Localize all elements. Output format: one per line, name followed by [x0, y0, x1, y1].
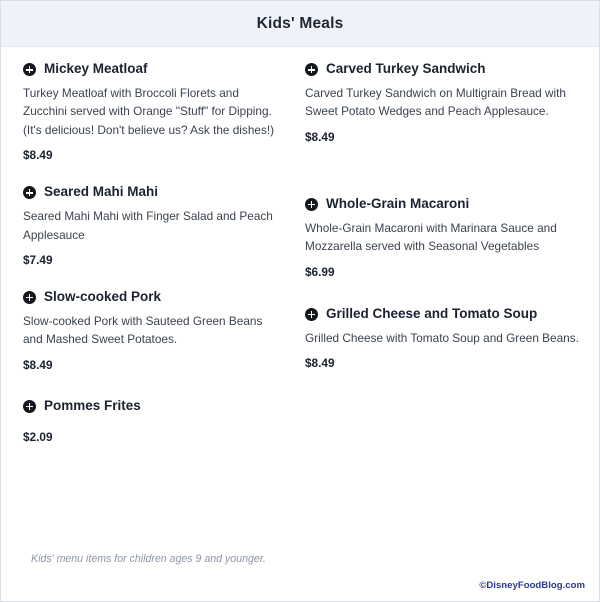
menu-item-header[interactable] [23, 289, 279, 305]
menu-item-description: Seared Mahi Mahi with Finger Salad and Peach Applesauce [23, 209, 273, 242]
menu-item-name: Whole-Grain Macaroni [326, 195, 470, 211]
menu-item-header[interactable] [305, 306, 579, 322]
menu-column-left [23, 61, 301, 466]
menu-item-price: $6.99 [305, 264, 335, 279]
plus-circle-icon[interactable] [23, 291, 36, 304]
menu-columns [1, 47, 599, 466]
menu-item-name: Pommes Frites [44, 397, 141, 413]
menu-item-price: $8.49 [23, 357, 53, 372]
plus-circle-icon[interactable] [305, 198, 318, 211]
menu-item-name: Seared Mahi Mahi [44, 184, 159, 200]
menu-footnote: Kids' menu items for children ages 9 and younger. [31, 553, 266, 565]
menu-item-header[interactable] [305, 196, 579, 212]
page-title: Kids' Meals [256, 14, 344, 32]
menu-item-name: Slow-cooked Pork [44, 288, 162, 304]
menu-item-name: Mickey Meatloaf [44, 61, 148, 76]
plus-circle-icon[interactable] [23, 400, 36, 413]
menu-item-header[interactable] [23, 61, 279, 77]
plus-circle-icon[interactable] [305, 63, 318, 76]
site-credit: ©DisneyFoodBlog.com [479, 580, 585, 591]
menu-item-name: Grilled Cheese and Tomato Soup [326, 305, 538, 321]
plus-circle-icon[interactable] [305, 308, 318, 321]
plus-circle-icon[interactable] [23, 63, 36, 76]
menu-item-price: $7.49 [23, 252, 53, 267]
menu-header [1, 1, 599, 47]
menu-item [23, 398, 279, 444]
menu-item [305, 196, 579, 279]
menu-item-header[interactable] [23, 184, 279, 200]
menu-item [305, 61, 579, 144]
menu-item-description: Whole-Grain Macaroni with Marinara Sauce and Mozzarella served with Seasonal Vegetables [305, 220, 557, 254]
menu-item [23, 61, 279, 162]
menu-item [23, 184, 279, 267]
menu-item-price: $8.49 [305, 355, 335, 370]
menu-item [23, 289, 279, 372]
menu-item-name: Carved Turkey Sandwich [326, 61, 486, 76]
menu-item-price: $8.49 [305, 129, 335, 144]
menu-item-description: Slow-cooked Pork with Sauteed Green Beans and Mashed Sweet Potatoes. [23, 313, 263, 347]
plus-circle-icon[interactable] [23, 186, 36, 199]
menu-item-description: Grilled Cheese with Tomato Soup and Green Beans. [305, 330, 579, 345]
menu-item-price: $2.09 [23, 429, 53, 444]
menu-item-description: Turkey Meatloaf with Broccoli Florets and Zucchini served with Orange "Stuff" for Dipping. (It's delicious! Don't believe us? Ask the dishes!) [23, 86, 275, 137]
menu-column-right [301, 61, 579, 466]
menu-item [305, 306, 579, 370]
menu-item-header[interactable] [23, 398, 279, 414]
menu-item-price: $8.49 [23, 148, 53, 163]
menu-item-header[interactable] [305, 61, 579, 77]
menu-item-description: Carved Turkey Sandwich on Multigrain Bread with Sweet Potato Wedges and Peach Applesauce. [305, 86, 566, 119]
